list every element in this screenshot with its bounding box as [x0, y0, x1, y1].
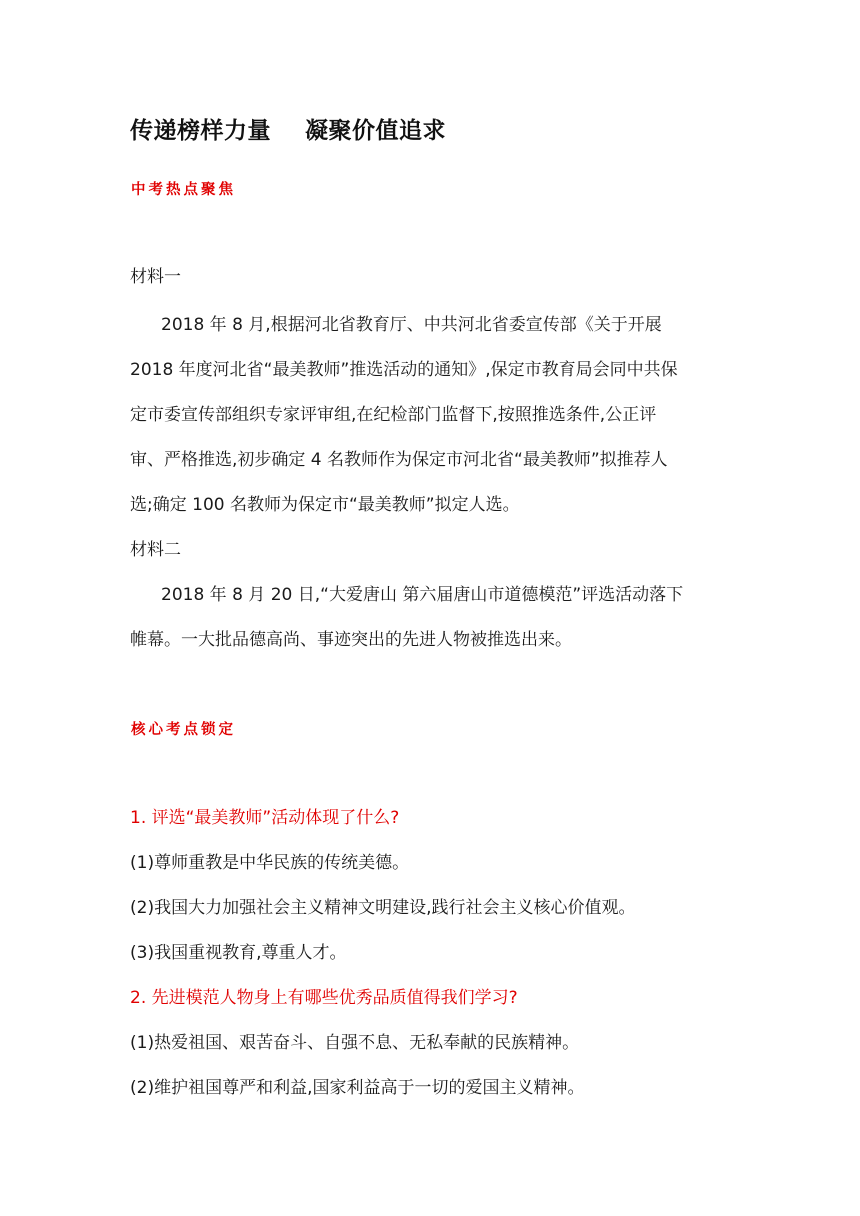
material-one-line: 2018 年度河北省“最美教师”推选活动的通知》,保定市教育局会同中共保 [130, 360, 678, 380]
answer-item: (1)尊师重教是中华民族的传统美德。 [130, 853, 410, 873]
document-title: 传递榜样力量 凝聚价值追求 [130, 118, 447, 144]
material-two-line: 2018 年 8 月 20 日,“大爱唐山 第六届唐山市道德模范”评选活动落下 [161, 585, 684, 605]
material-one-label: 材料一 [130, 267, 181, 287]
answer-item: (2)我国大力加强社会主义精神文明建设,践行社会主义核心价值观。 [130, 898, 636, 918]
answer-item: (2)维护祖国尊严和利益,国家利益高于一切的爱国主义精神。 [130, 1078, 585, 1098]
answer-item: (3)我国重视教育,尊重人才。 [130, 943, 347, 963]
material-two-line: 帷幕。一大批品德高尚、事迹突出的先进人物被推选出来。 [130, 630, 572, 650]
material-two-label: 材料二 [130, 540, 181, 560]
answer-item: (1)热爱祖国、艰苦奋斗、自强不息、无私奉献的民族精神。 [130, 1033, 580, 1053]
material-one-line: 选;确定 100 名教师为保定市“最美教师”拟定人选。 [130, 495, 520, 515]
material-one-line: 2018 年 8 月,根据河北省教育厅、中共河北省委宣传部《关于开展 [161, 315, 662, 335]
section-label-hotspot: 中考热点聚焦 [131, 181, 236, 198]
question-one: 1. 评选“最美教师”活动体现了什么? [130, 808, 400, 828]
question-two: 2. 先进模范人物身上有哪些优秀品质值得我们学习? [130, 988, 518, 1008]
material-one-line: 审、严格推选,初步确定 4 名教师作为保定市河北省“最美教师”拟推荐人 [130, 450, 668, 470]
section-label-core: 核心考点锁定 [131, 721, 236, 738]
material-one-line: 定市委宣传部组织专家评审组,在纪检部门监督下,按照推选条件,公正评 [130, 405, 657, 425]
